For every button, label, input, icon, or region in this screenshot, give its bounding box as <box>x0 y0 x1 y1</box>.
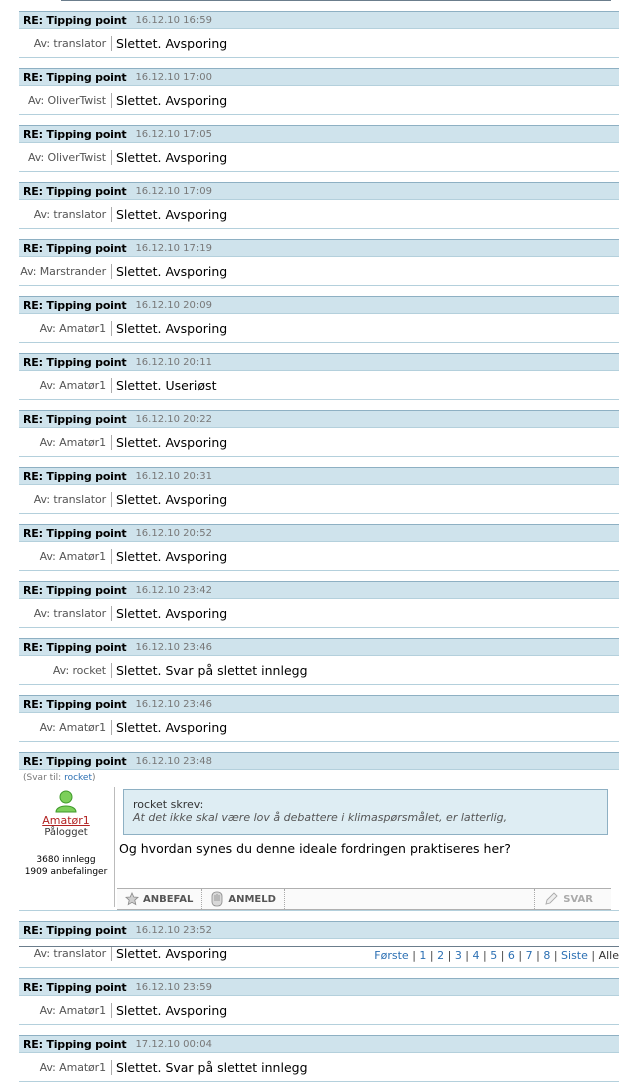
page-last-link[interactable]: Siste <box>561 949 588 962</box>
post-header[interactable] <box>19 921 619 939</box>
post-date: 16.12.10 17:00 <box>135 71 212 83</box>
post-action-bar <box>117 888 611 910</box>
post-text: Slettet. Avsporing <box>116 92 228 108</box>
pencil-icon <box>543 891 559 907</box>
reply-to-prefix: (Svar til: <box>23 773 65 783</box>
post-text: Slettet. Avsporing <box>116 35 228 51</box>
post-title[interactable]: RE: Tipping point <box>23 640 127 654</box>
post-text: Slettet. Avsporing <box>116 548 228 564</box>
post-author[interactable]: Av: OliverTwist <box>27 150 106 164</box>
page-link[interactable]: 2 <box>437 949 445 962</box>
post-body <box>19 1053 619 1082</box>
post-date: 16.12.10 23:48 <box>135 755 212 767</box>
post-title[interactable]: RE: Tipping point <box>23 13 127 27</box>
quote-box <box>123 789 608 835</box>
post-date: 16.12.10 20:11 <box>135 356 212 368</box>
post-author[interactable]: Av: Amatør1 <box>39 1060 106 1074</box>
post-title[interactable]: RE: Tipping point <box>23 980 127 994</box>
reply-to-user-link[interactable]: rocket <box>64 773 92 783</box>
post-title[interactable]: RE: Tipping point <box>23 754 127 768</box>
post-author[interactable]: Av: translator <box>33 36 106 50</box>
page-link[interactable]: 4 <box>472 949 480 962</box>
post-body <box>19 371 619 400</box>
expanded-post-body <box>19 785 619 911</box>
post-body <box>19 257 619 286</box>
reply-to-suffix: ) <box>91 773 96 783</box>
post-author[interactable]: Av: Amatør1 <box>39 720 106 734</box>
author-username-link[interactable]: Amatør1 <box>42 814 90 827</box>
author-stats <box>19 854 113 878</box>
post-title[interactable]: RE: Tipping point <box>23 583 127 597</box>
post-author[interactable]: Av: translator <box>33 492 106 506</box>
post-header[interactable] <box>19 353 619 371</box>
post-header[interactable] <box>19 68 619 86</box>
page-link[interactable]: 3 <box>454 949 462 962</box>
post-author[interactable]: Av: Amatør1 <box>39 378 106 392</box>
post-row <box>19 11 619 58</box>
post-date: 16.12.10 17:05 <box>135 128 212 140</box>
reply-to-line <box>19 770 619 785</box>
post-header[interactable] <box>19 524 619 542</box>
report-button[interactable] <box>202 889 285 909</box>
post-header[interactable] <box>19 467 619 485</box>
post-list-before <box>19 11 619 742</box>
post-row <box>19 125 619 172</box>
post-header[interactable] <box>19 182 619 200</box>
post-text: Slettet. Useriøst <box>116 377 217 393</box>
hand-icon <box>210 891 224 907</box>
star-icon <box>125 892 139 906</box>
post-row <box>19 638 619 685</box>
author-panel <box>19 785 113 878</box>
post-date: 16.12.10 23:46 <box>135 641 212 653</box>
page-separator: | <box>444 949 455 962</box>
post-date: 16.12.10 17:09 <box>135 185 212 197</box>
pagination <box>19 946 619 966</box>
post-title[interactable]: RE: Tipping point <box>23 697 127 711</box>
post-title[interactable]: RE: Tipping point <box>23 241 127 255</box>
post-row <box>19 978 619 1025</box>
author-post-count: 3680 innlegg <box>36 855 96 865</box>
online-user-icon <box>54 789 78 813</box>
page-link[interactable]: 1 <box>419 949 427 962</box>
post-body <box>19 86 619 115</box>
post-author[interactable]: Av: translator <box>33 606 106 620</box>
post-title[interactable]: RE: Tipping point <box>23 1037 127 1051</box>
post-header[interactable] <box>19 978 619 996</box>
post-title[interactable]: RE: Tipping point <box>23 355 127 369</box>
post-text: Slettet. Avsporing <box>116 149 228 165</box>
post-body <box>19 713 619 742</box>
post-body <box>19 599 619 628</box>
post-title[interactable]: RE: Tipping point <box>23 184 127 198</box>
post-date: 17.12.10 00:04 <box>135 1038 212 1050</box>
post-header[interactable] <box>19 1035 619 1053</box>
post-text: Slettet. Avsporing <box>116 320 228 336</box>
report-label: ANMELD <box>228 893 276 905</box>
post-text: Slettet. Avsporing <box>116 491 228 507</box>
post-title[interactable]: RE: Tipping point <box>23 469 127 483</box>
post-author[interactable]: Av: translator <box>33 946 106 960</box>
post-author[interactable]: Av: Amatør1 <box>39 435 106 449</box>
post-date: 16.12.10 23:59 <box>135 981 212 993</box>
post-author[interactable]: Av: translator <box>33 207 106 221</box>
post-title[interactable]: RE: Tipping point <box>23 923 127 937</box>
post-date: 16.12.10 20:22 <box>135 413 212 425</box>
post-header[interactable] <box>19 581 619 599</box>
post-row <box>19 410 619 457</box>
page-link[interactable]: 6 <box>507 949 515 962</box>
top-divider <box>61 0 611 1</box>
post-body <box>19 656 619 685</box>
author-recommendations: 1909 anbefalinger <box>24 867 108 877</box>
post-date: 16.12.10 20:09 <box>135 299 212 311</box>
post-title[interactable]: RE: Tipping point <box>23 70 127 84</box>
post-header[interactable] <box>19 11 619 29</box>
page-separator: | <box>514 949 526 962</box>
post-header[interactable] <box>19 695 619 713</box>
post-date: 16.12.10 17:19 <box>135 242 212 254</box>
post-header[interactable] <box>19 296 619 314</box>
page-all-current: Alle <box>598 949 619 962</box>
post-author[interactable]: Av: Amatør1 <box>39 321 106 335</box>
post-date: 16.12.10 16:59 <box>135 14 212 26</box>
recommend-label: ANBEFAL <box>143 893 194 905</box>
post-date: 16.12.10 23:46 <box>135 698 212 710</box>
post-text: Slettet. Avsporing <box>116 263 228 279</box>
post-header[interactable] <box>19 410 619 428</box>
page-separator: | <box>550 949 562 962</box>
post-title[interactable]: RE: Tipping point <box>23 412 127 426</box>
quote-text: At det ikke skal være lov å debattere i klimaspørsmålet, er latterlig, <box>133 811 508 824</box>
page-link[interactable]: 7 <box>525 949 533 962</box>
reply-button[interactable] <box>534 889 611 909</box>
post-body <box>19 996 619 1025</box>
page-first-link[interactable]: Første <box>374 949 409 962</box>
post-text: Slettet. Avsporing <box>116 206 228 222</box>
post-row <box>19 353 619 400</box>
page-separator: | <box>461 949 473 962</box>
post-text: Slettet. Svar på slettet innlegg <box>116 1059 308 1075</box>
post-text: Slettet. Avsporing <box>116 945 228 961</box>
recommend-button[interactable] <box>117 889 202 909</box>
post-date: 16.12.10 23:52 <box>135 924 212 936</box>
post-body <box>19 143 619 172</box>
post-author[interactable]: Av: OliverTwist <box>27 93 106 107</box>
post-text: Slettet. Avsporing <box>116 434 228 450</box>
post-author[interactable]: Av: Amatør1 <box>39 549 106 563</box>
thread-container <box>19 0 619 1082</box>
post-row <box>19 239 619 286</box>
post-row <box>19 68 619 115</box>
post-header[interactable] <box>19 752 619 770</box>
post-row <box>19 182 619 229</box>
post-message: Og hvordan synes du denne ideale fordringen praktiseres her? <box>119 841 511 856</box>
post-row <box>19 296 619 343</box>
post-title[interactable]: RE: Tipping point <box>23 526 127 540</box>
post-title[interactable]: RE: Tipping point <box>23 127 127 141</box>
post-text: Slettet. Svar på slettet innlegg <box>116 662 308 678</box>
post-date: 16.12.10 20:52 <box>135 527 212 539</box>
post-body <box>19 542 619 571</box>
post-text: Slettet. Avsporing <box>116 605 228 621</box>
post-row <box>19 581 619 628</box>
page-separator: | <box>479 949 491 962</box>
page-separator: | <box>426 949 438 962</box>
page-separator: | <box>408 949 420 962</box>
post-body <box>19 200 619 229</box>
post-header[interactable] <box>19 638 619 656</box>
post-body <box>19 29 619 58</box>
post-author[interactable]: Av: rocket <box>52 663 106 677</box>
post-body <box>19 314 619 343</box>
post-text: Slettet. Avsporing <box>116 719 228 735</box>
author-online-status: Pålogget <box>44 827 88 838</box>
expanded-post <box>19 752 619 911</box>
post-header[interactable] <box>19 239 619 257</box>
post-row <box>19 524 619 571</box>
post-author[interactable]: Av: Marstrander <box>20 264 106 278</box>
post-row <box>19 1035 619 1082</box>
page-separator: | <box>587 949 599 962</box>
post-row <box>19 467 619 514</box>
quote-header: rocket skrev: <box>133 798 204 811</box>
post-header[interactable] <box>19 125 619 143</box>
page-separator: | <box>497 949 508 962</box>
post-title[interactable]: RE: Tipping point <box>23 298 127 312</box>
post-date: 16.12.10 23:42 <box>135 584 212 596</box>
reply-label: SVAR <box>563 893 593 905</box>
post-row <box>19 695 619 742</box>
page-link[interactable]: 8 <box>543 949 551 962</box>
page-separator: | <box>532 949 544 962</box>
page-link[interactable]: 5 <box>490 949 498 962</box>
post-body <box>19 428 619 457</box>
post-date: 16.12.10 20:31 <box>135 470 212 482</box>
post-author[interactable]: Av: Amatør1 <box>39 1003 106 1017</box>
vertical-divider <box>114 787 115 907</box>
post-text: Slettet. Avsporing <box>116 1002 228 1018</box>
post-body <box>19 485 619 514</box>
